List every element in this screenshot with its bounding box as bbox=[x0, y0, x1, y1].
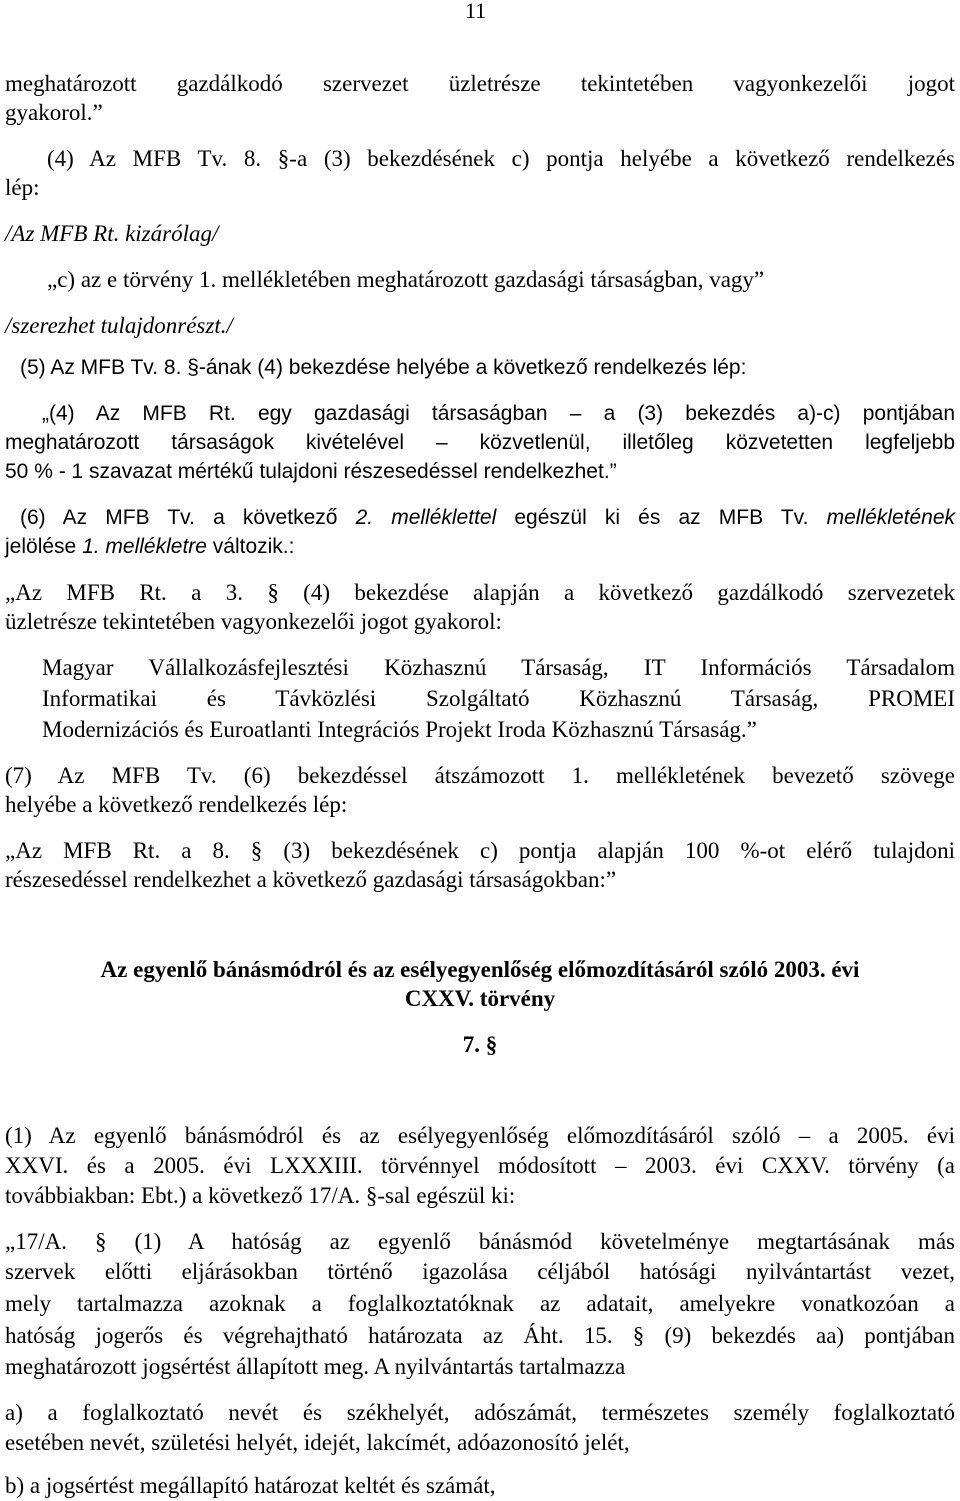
text-line: „c) az e törvény 1. mellékletében meghatározott gazdasági társaságban, vagy” bbox=[47, 267, 765, 292]
text-line: mely tartalmazza azoknak a foglalkoztatóknak az adatait, amelyekre vonatkozóan a bbox=[5, 1291, 955, 1316]
text-span: változik.: bbox=[206, 535, 295, 558]
text-line: meghatározott gazdálkodó szervezet üzletrésze tekintetében vagyonkezelői jogot bbox=[5, 71, 955, 96]
text-line: Magyar Vállalkozásfejlesztési Közhasznú Társaság, IT Információs Társadalom bbox=[42, 655, 955, 680]
text-line: (1) Az egyenlő bánásmódról és az esélyegyenlőség előmozdításáról szóló – a 2005. évi bbox=[5, 1123, 955, 1148]
section-number: 7. § bbox=[462, 1032, 498, 1057]
italic-span: 2. melléklettel bbox=[355, 506, 497, 529]
text-line: „Az MFB Rt. a 3. § (4) bekezdése alapján a következő gazdálkodó szervezetek bbox=[5, 580, 955, 605]
text-line: a) a foglalkoztató nevét és székhelyét, adószámát, természetes személy foglalkoztató bbox=[5, 1400, 955, 1425]
text-line: (7) Az MFB Tv. (6) bekezdéssel átszámozott 1. mellékletének bevezető szövege bbox=[5, 763, 955, 788]
text-line: /Az MFB Rt. kizárólag/ bbox=[5, 221, 219, 246]
text-line: Informatikai és Távközlési Szolgáltató Közhasznú Társaság, PROMEI bbox=[42, 686, 955, 711]
text-span: (6) Az MFB Tv. a következő bbox=[20, 506, 356, 529]
text-line: „17/A. § (1) A hatóság az egyenlő bánásmód követelménye megtartásának más bbox=[5, 1229, 955, 1254]
text-line: helyébe a következő rendelkezés lép: bbox=[5, 792, 348, 817]
italic-span: mellékletének bbox=[826, 506, 955, 529]
text-line: 50 % - 1 szavazat mértékű tulajdoni részesedéssel rendelkezhet.” bbox=[5, 460, 617, 483]
italic-span: 1. mellékletre bbox=[82, 535, 207, 558]
text-line: továbbiakban: Ebt.) a következő 17/A. §-sal egészül ki: bbox=[5, 1183, 516, 1208]
text-line: „Az MFB Rt. a 8. § (3) bekezdésének c) pontja alapján 100 %-ot elérő tulajdoni bbox=[5, 838, 955, 863]
text-span: egészül ki és az MFB Tv. bbox=[496, 506, 827, 529]
section-heading: CXXV. törvény bbox=[404, 986, 556, 1011]
text-line bbox=[20, 504, 955, 532]
page-number: 11 bbox=[465, 0, 487, 23]
text-line: meghatározott jogsértést állapított meg. A nyilvántartás tartalmazza bbox=[5, 1354, 626, 1379]
text-line: „(4) Az MFB Rt. egy gazdasági társaságban – a (3) bekezdés a)-c) pontjában bbox=[42, 402, 955, 425]
text-line: hatóság jogerős és végrehajtható határozata az Áht. 15. § (9) bekezdés aa) pontjában bbox=[5, 1323, 955, 1348]
text-line: lép: bbox=[5, 175, 40, 200]
text-line: üzletrésze tekintetében vagyonkezelői jogot gyakorol: bbox=[5, 609, 502, 634]
text-line: (4) Az MFB Tv. 8. §-a (3) bekezdésének c) pontja helyébe a következő rendelkezés bbox=[47, 146, 955, 171]
text-line: XXVI. és a 2005. évi LXXXIII. törvénnyel módosított – 2003. évi CXXV. törvény (a bbox=[5, 1153, 955, 1178]
section-heading: Az egyenlő bánásmódról és az esélyegyenlőség előmozdításáról szóló 2003. évi bbox=[100, 957, 860, 982]
text-span: jelölése bbox=[5, 535, 83, 558]
text-line: (5) Az MFB Tv. 8. §-ának (4) bekezdése helyébe a következő rendelkezés lép: bbox=[20, 356, 747, 379]
text-line: részesedéssel rendelkezhet a következő gazdasági társaságokban:” bbox=[5, 867, 617, 892]
text-line: szervek előtti eljárásokban történő igazolása céljából hatósági nyilvántartást vezet, bbox=[5, 1259, 955, 1284]
text-line: gyakorol.” bbox=[5, 100, 103, 125]
text-line: Modernizációs és Euroatlanti Integrációs Projekt Iroda Közhasznú Társaság.” bbox=[42, 717, 757, 742]
text-line: /szerezhet tulajdonrészt./ bbox=[5, 313, 233, 338]
text-line: esetében nevét, születési helyét, idejét, lakcímét, adóazonosító jelét, bbox=[5, 1430, 630, 1455]
text-line: meghatározott társaságok kivételével – közvetlenül, illetőleg közvetetten legfeljebb bbox=[5, 431, 955, 454]
text-line bbox=[5, 533, 955, 561]
text-line: b) a jogsértést megállapító határozat keltét és számát, bbox=[5, 1473, 496, 1498]
